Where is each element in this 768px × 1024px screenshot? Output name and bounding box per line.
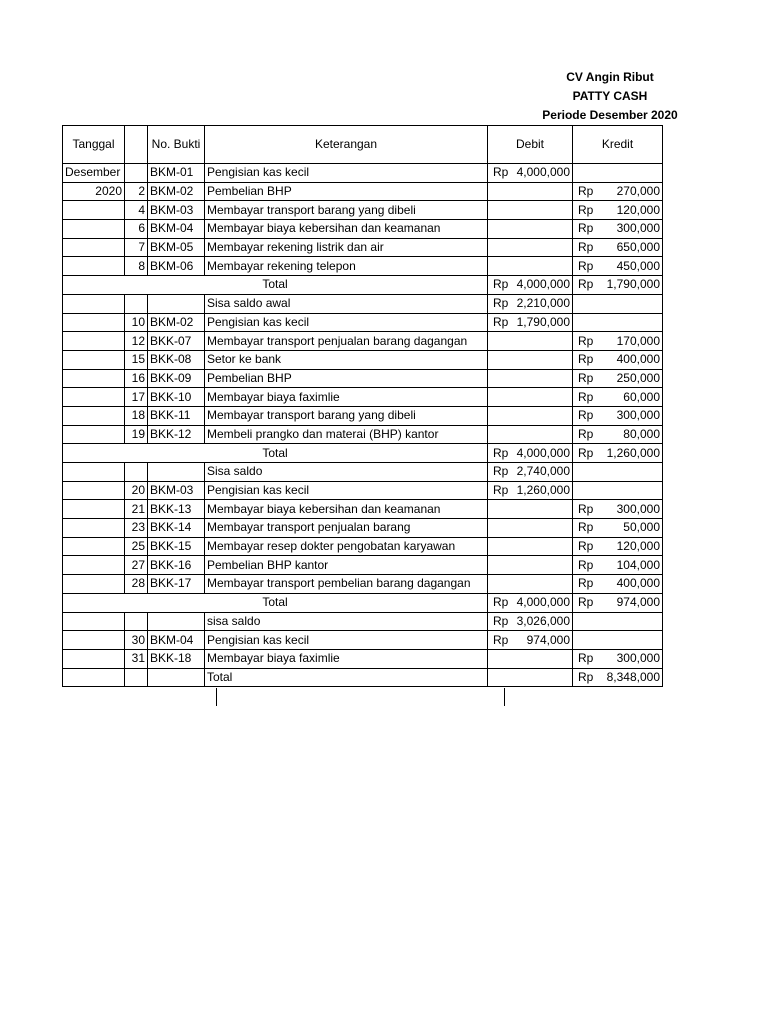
voucher-cell: BKK-08 [148,350,205,369]
voucher-cell: BKM-04 [148,220,205,239]
debit-cell [488,556,573,575]
table-row [63,649,663,668]
debit-cell [488,612,573,631]
total-label: Total [63,593,488,612]
currency-label: Rp [578,370,594,385]
debit-cell [488,519,573,538]
date-cell: 2020 [63,182,125,201]
credit-cell [573,276,663,295]
day-cell: 8 [125,257,148,276]
debit-cell-value: 1,260,000 [516,483,570,498]
table-row [63,313,663,332]
debit-cell [488,593,573,612]
table-row [63,575,663,594]
description-cell: Setor ke bank [205,350,488,369]
credit-cell-value: 60,000 [623,389,660,404]
credit-cell [573,444,663,463]
date-cell [63,631,125,650]
description-cell: Sisa saldo [205,463,488,482]
description-cell: Membayar biaya faximlie [205,649,488,668]
debit-cell-value: 4,000,000 [516,165,570,180]
currency-label: Rp [578,445,594,460]
petty-cash-table [62,125,663,687]
credit-cell [573,238,663,257]
voucher-cell: BKK-09 [148,369,205,388]
day-cell: 10 [125,313,148,332]
day-cell: 28 [125,575,148,594]
credit-cell [573,631,663,650]
voucher-cell: BKM-05 [148,238,205,257]
currency-label: Rp [578,408,594,423]
voucher-cell: BKK-18 [148,649,205,668]
currency-label: Rp [578,539,594,554]
currency-label: Rp [578,389,594,404]
day-cell: 21 [125,500,148,519]
day-cell: 12 [125,332,148,351]
credit-cell [573,313,663,332]
debit-cell [488,388,573,407]
currency-label: Rp [493,296,509,311]
voucher-cell: BKM-02 [148,313,205,332]
column-tail-line [504,688,505,706]
debit-cell [488,238,573,257]
currency-label: Rp [493,464,509,479]
debit-cell [488,276,573,295]
description-cell: Membayar rekening listrik dan air [205,238,488,257]
currency-label: Rp [578,595,594,610]
table-body [63,164,663,687]
table-row [63,406,663,425]
currency-label: Rp [493,165,509,180]
credit-cell [573,182,663,201]
voucher-cell: BKK-13 [148,500,205,519]
date-cell [63,425,125,444]
table-row [63,425,663,444]
credit-cell [573,537,663,556]
date-cell [63,575,125,594]
credit-cell [573,575,663,594]
description-cell: Membayar transport penjualan barang [205,519,488,538]
debit-cell [488,537,573,556]
debit-cell-value: 3,026,000 [516,613,570,628]
col-debit: Debit [488,126,573,164]
credit-cell [573,369,663,388]
table-row [63,332,663,351]
credit-cell-value: 1,260,000 [606,445,660,460]
debit-cell [488,257,573,276]
description-cell: Membayar resep dokter pengobatan karyawan [205,537,488,556]
currency-label: Rp [493,595,509,610]
credit-cell-value: 170,000 [616,333,660,348]
company-name: CV Angin Ribut [566,70,654,84]
credit-cell [573,350,663,369]
currency-label: Rp [578,651,594,666]
debit-cell [488,164,573,183]
credit-cell [573,612,663,631]
voucher-cell: BKK-10 [148,388,205,407]
date-cell [63,519,125,538]
credit-cell-value: 300,000 [616,221,660,236]
table-row [63,500,663,519]
column-tail-line [216,688,217,706]
date-cell [63,463,125,482]
col-tanggal: Tanggal [63,126,125,164]
day-cell: 2 [125,182,148,201]
debit-cell-value: 4,000,000 [516,445,570,460]
credit-cell-value: 974,000 [616,595,660,610]
credit-cell-value: 270,000 [616,184,660,199]
day-cell [125,463,148,482]
description-cell: Membeli prangko dan materai (BHP) kantor [205,425,488,444]
day-cell [125,668,148,687]
date-cell [63,332,125,351]
col-keterangan: Keterangan [205,126,488,164]
credit-cell [573,649,663,668]
table-row [63,631,663,650]
debit-cell [488,201,573,220]
table-row [63,350,663,369]
table-row [63,369,663,388]
description-cell: Membayar transport barang yang dibeli [205,406,488,425]
currency-label: Rp [578,202,594,217]
debit-cell [488,463,573,482]
voucher-cell: BKK-17 [148,575,205,594]
currency-label: Rp [578,520,594,535]
description-cell: Pembelian BHP [205,182,488,201]
credit-cell [573,463,663,482]
table-row [63,612,663,631]
debit-cell [488,406,573,425]
credit-cell-value: 120,000 [616,202,660,217]
credit-cell-value: 8,348,000 [606,669,660,684]
currency-label: Rp [493,632,509,647]
date-cell [63,668,125,687]
date-cell [63,313,125,332]
debit-cell [488,332,573,351]
currency-label: Rp [578,352,594,367]
day-cell: 20 [125,481,148,500]
credit-cell [573,406,663,425]
voucher-cell: BKM-06 [148,257,205,276]
debit-cell [488,500,573,519]
currency-label: Rp [578,333,594,348]
day-cell [125,164,148,183]
debit-cell [488,294,573,313]
debit-cell [488,649,573,668]
credit-cell-value: 450,000 [616,258,660,273]
debit-cell [488,481,573,500]
credit-cell-value: 300,000 [616,501,660,516]
voucher-cell: BKK-16 [148,556,205,575]
debit-cell [488,575,573,594]
debit-cell-value: 4,000,000 [516,277,570,292]
description-cell: Pengisian kas kecil [205,164,488,183]
credit-cell-value: 650,000 [616,240,660,255]
day-cell: 30 [125,631,148,650]
table-row [63,388,663,407]
voucher-cell: BKK-15 [148,537,205,556]
debit-cell [488,369,573,388]
day-cell: 19 [125,425,148,444]
debit-cell [488,350,573,369]
table-row [63,238,663,257]
table-row [63,182,663,201]
credit-cell-value: 250,000 [616,370,660,385]
currency-label: Rp [578,240,594,255]
currency-label: Rp [578,426,594,441]
day-cell: 6 [125,220,148,239]
day-cell: 25 [125,537,148,556]
currency-label: Rp [578,277,594,292]
total-row [63,444,663,463]
credit-cell-value: 1,790,000 [606,277,660,292]
voucher-cell: BKM-01 [148,164,205,183]
currency-label: Rp [493,613,509,628]
date-cell [63,612,125,631]
voucher-cell: BKK-12 [148,425,205,444]
credit-cell [573,294,663,313]
voucher-cell [148,294,205,313]
day-cell: 18 [125,406,148,425]
total-label: Total [63,276,488,295]
credit-cell [573,481,663,500]
voucher-cell: BKM-04 [148,631,205,650]
credit-cell [573,201,663,220]
debit-cell-value: 2,740,000 [516,464,570,479]
date-cell [63,537,125,556]
date-cell [63,388,125,407]
debit-cell-value: 974,000 [526,632,570,647]
table-row [63,668,663,687]
report-period: Periode Desember 2020 [542,108,678,122]
credit-cell [573,500,663,519]
table-row [63,220,663,239]
table-row [63,463,663,482]
currency-label: Rp [578,669,594,684]
credit-cell [573,593,663,612]
table-row [63,201,663,220]
date-cell [63,220,125,239]
description-cell: Pengisian kas kecil [205,481,488,500]
description-cell: Membayar biaya kebersihan dan keamanan [205,500,488,519]
voucher-cell: BKK-11 [148,406,205,425]
total-label: Total [63,444,488,463]
table-row [63,164,663,183]
credit-cell-value: 120,000 [616,539,660,554]
currency-label: Rp [493,277,509,292]
voucher-cell: BKK-14 [148,519,205,538]
voucher-cell [148,612,205,631]
day-cell [125,294,148,313]
credit-cell-value: 80,000 [623,426,660,441]
date-cell [63,500,125,519]
currency-label: Rp [578,576,594,591]
day-cell: 31 [125,649,148,668]
date-cell [63,649,125,668]
day-cell: 27 [125,556,148,575]
description-cell: Total [205,668,488,687]
currency-label: Rp [578,184,594,199]
total-row [63,276,663,295]
currency-label: Rp [578,258,594,273]
col-day [125,126,148,164]
currency-label: Rp [578,221,594,236]
description-cell: Membayar transport barang yang dibeli [205,201,488,220]
description-cell: Pengisian kas kecil [205,313,488,332]
description-cell: Membayar biaya kebersihan dan keamanan [205,220,488,239]
description-cell: sisa saldo [205,612,488,631]
date-cell [63,238,125,257]
credit-cell-value: 104,000 [616,557,660,572]
currency-label: Rp [578,501,594,516]
date-cell [63,201,125,220]
date-cell [63,406,125,425]
table-header [63,126,663,164]
voucher-cell: BKM-03 [148,481,205,500]
day-cell: 16 [125,369,148,388]
table-row [63,537,663,556]
description-cell: Sisa saldo awal [205,294,488,313]
total-row [63,593,663,612]
credit-cell [573,519,663,538]
credit-cell-value: 400,000 [616,576,660,591]
description-cell: Pembelian BHP [205,369,488,388]
voucher-cell: BKM-02 [148,182,205,201]
credit-cell-value: 400,000 [616,352,660,367]
day-cell: 15 [125,350,148,369]
credit-cell [573,425,663,444]
day-cell [125,612,148,631]
day-cell: 17 [125,388,148,407]
date-cell [63,350,125,369]
credit-cell [573,220,663,239]
date-cell [63,481,125,500]
voucher-cell [148,463,205,482]
credit-cell [573,257,663,276]
date-cell [63,556,125,575]
currency-label: Rp [493,483,509,498]
credit-cell-value: 300,000 [616,408,660,423]
voucher-cell: BKK-07 [148,332,205,351]
description-cell: Pengisian kas kecil [205,631,488,650]
description-cell: Membayar rekening telepon [205,257,488,276]
table-row [63,257,663,276]
day-cell: 4 [125,201,148,220]
table-row [63,481,663,500]
table-row [63,556,663,575]
description-cell: Pembelian BHP kantor [205,556,488,575]
currency-label: Rp [493,314,509,329]
debit-cell [488,631,573,650]
debit-cell [488,313,573,332]
credit-cell-value: 300,000 [616,651,660,666]
credit-cell [573,556,663,575]
debit-cell-value: 2,210,000 [516,296,570,311]
description-cell: Membayar transport pembelian barang dagangan [205,575,488,594]
debit-cell [488,220,573,239]
col-kredit: Kredit [573,126,663,164]
credit-cell [573,164,663,183]
currency-label: Rp [493,445,509,460]
debit-cell [488,444,573,463]
debit-cell-value: 4,000,000 [516,595,570,610]
debit-cell-value: 1,790,000 [516,314,570,329]
description-cell: Membayar biaya faximlie [205,388,488,407]
debit-cell [488,668,573,687]
date-cell [63,369,125,388]
table-row [63,519,663,538]
voucher-cell: BKM-03 [148,201,205,220]
credit-cell [573,388,663,407]
report-title: PATTY CASH [572,89,648,103]
credit-cell-value: 50,000 [623,520,660,535]
debit-cell [488,182,573,201]
day-cell: 23 [125,519,148,538]
date-cell [63,257,125,276]
table-row [63,294,663,313]
col-no-bukti: No. Bukti [148,126,205,164]
debit-cell [488,425,573,444]
date-cell: Desember [63,164,125,183]
date-cell [63,294,125,313]
currency-label: Rp [578,557,594,572]
credit-cell [573,332,663,351]
day-cell: 7 [125,238,148,257]
description-cell: Membayar transport penjualan barang dagangan [205,332,488,351]
voucher-cell [148,668,205,687]
credit-cell [573,668,663,687]
